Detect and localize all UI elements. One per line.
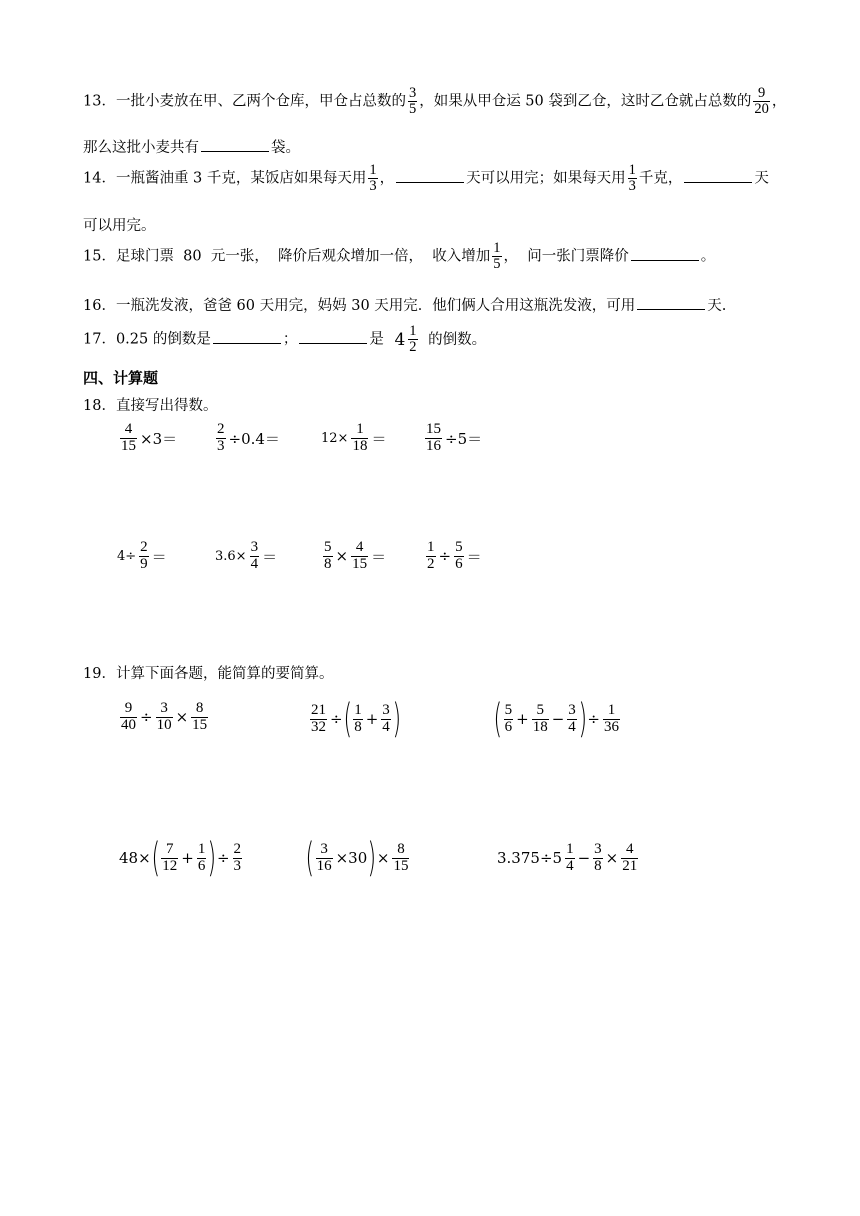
operator: ÷: [587, 710, 600, 728]
answer-blank[interactable]: [631, 259, 699, 261]
numerator: 3: [382, 701, 390, 718]
oral-problem-8: [424, 540, 483, 573]
fraction: [593, 842, 603, 875]
operator: 3.375÷5: [497, 849, 563, 868]
operator: +: [181, 849, 194, 867]
oral-problem-6: [214, 540, 278, 573]
numerator: 3: [408, 85, 417, 101]
numerator: 2: [233, 840, 242, 857]
question-text: ， 问一张门票降价: [503, 248, 629, 265]
operator: ÷5＝: [445, 429, 483, 448]
denominator: 15: [192, 716, 208, 733]
numerator: 3: [316, 842, 333, 859]
denominator: 9: [140, 555, 148, 572]
left-parenthesis: (: [151, 835, 160, 881]
denominator: 4: [568, 718, 576, 735]
numerator: 1: [354, 701, 362, 718]
fraction: [492, 241, 501, 272]
operator: ÷: [330, 710, 343, 728]
calc-problem-2: [308, 696, 401, 742]
denominator: 36: [603, 718, 619, 735]
oral-problem-3: [320, 422, 387, 455]
question-text: 袋。: [271, 140, 300, 156]
denominator: 6: [197, 857, 206, 874]
question-text: 千克，: [638, 170, 683, 187]
denominator: 4: [566, 857, 574, 874]
fraction: [197, 842, 207, 875]
operator: +: [516, 710, 529, 728]
fraction: [565, 842, 575, 875]
fraction: [426, 540, 436, 573]
fraction: [408, 324, 417, 355]
numerator: 1: [409, 323, 417, 339]
fraction: [621, 842, 638, 875]
question-14-line-1: [83, 163, 769, 194]
numerator: 9: [753, 86, 770, 102]
numerator: 4: [351, 540, 368, 557]
numerator: 3: [250, 539, 259, 555]
answer-blank[interactable]: [299, 342, 367, 344]
numerator: 3: [594, 841, 602, 857]
question-text: ，: [771, 93, 787, 110]
section-heading: 四、计算题: [83, 369, 159, 387]
numerator: 1: [197, 840, 206, 857]
fraction: [454, 540, 464, 573]
denominator: 16: [316, 857, 332, 874]
denominator: 16: [426, 437, 441, 454]
numerator: 8: [392, 842, 409, 859]
denominator: 8: [354, 718, 362, 735]
right-parenthesis: ): [367, 835, 377, 881]
numerator: 1: [493, 240, 501, 256]
question-text: 天: [754, 170, 769, 187]
question-text: 0.25 的倒数是: [115, 331, 211, 348]
numerator: 2: [140, 539, 148, 555]
question-text: 一瓶酱油重 3 千克，某饭店如果每天用: [115, 170, 367, 187]
right-parenthesis: ): [578, 696, 587, 742]
answer-blank[interactable]: [201, 150, 269, 152]
denominator: 18: [352, 437, 368, 454]
numerator: 4: [120, 422, 137, 439]
operator: 3.6×: [215, 548, 247, 564]
denominator: 8: [324, 555, 332, 572]
question-number: 14．: [83, 170, 116, 187]
fraction: [408, 86, 417, 117]
question-17: [83, 324, 486, 355]
numerator: 2: [217, 421, 225, 437]
denominator: 6: [455, 555, 463, 572]
answer-blank[interactable]: [684, 181, 752, 183]
numerator: 9: [120, 701, 137, 718]
fraction: [191, 701, 208, 734]
operator: ÷: [216, 849, 230, 867]
calc-problem-6: [496, 842, 640, 875]
numerator: 4: [621, 842, 638, 859]
denominator: 4: [250, 555, 259, 572]
numerator: 5: [324, 539, 332, 555]
question-number: 15．: [83, 248, 116, 265]
denominator: 40: [121, 716, 136, 733]
oral-problem-1: [118, 422, 178, 455]
numerator: 1: [566, 841, 574, 857]
question-text: 那么这批小麦共有: [83, 140, 199, 156]
question-number: 17．: [83, 331, 116, 348]
denominator: 12: [162, 857, 178, 874]
denominator: 21: [622, 857, 638, 874]
denominator: 15: [393, 857, 409, 874]
denominator: 20: [754, 101, 769, 118]
answer-blank[interactable]: [637, 308, 705, 310]
question-13-line-1: [83, 86, 786, 117]
denominator: 5: [493, 256, 501, 273]
fraction: [425, 422, 442, 455]
question-text: 可以用完。: [83, 218, 156, 234]
oral-problem-4: [423, 422, 483, 455]
denominator: 3: [628, 178, 636, 195]
question-text: 足球门票 80 元一张， 降价后观众增加一倍， 收入增加: [115, 248, 491, 265]
right-parenthesis: ): [392, 696, 401, 742]
question-text: 直接写出得数。: [115, 398, 218, 414]
denominator: 3: [233, 857, 242, 874]
numerator: 3: [156, 701, 173, 718]
question-text: 的倒数。: [428, 331, 487, 348]
operator: ÷0.4＝: [228, 429, 280, 448]
question-18: [83, 394, 217, 415]
left-parenthesis: (: [493, 696, 503, 742]
question-text: ，如果从甲仓运 50 袋到乙仓，这时乙仓就占总数的: [419, 93, 752, 110]
fraction: [628, 163, 637, 194]
fraction: [310, 703, 327, 736]
fraction: [316, 842, 333, 875]
numerator: 5: [532, 703, 549, 720]
numerator: 5: [504, 701, 513, 718]
question-number: 13．: [83, 93, 116, 110]
operator: ×: [175, 708, 189, 727]
calc-problem-4: [118, 835, 244, 881]
question-text: ；: [282, 331, 298, 348]
question-13-line-2: [83, 136, 300, 157]
question-16: [83, 294, 726, 315]
answer-blank[interactable]: [396, 181, 464, 183]
fraction: [381, 703, 391, 736]
fraction: [753, 86, 770, 117]
question-text: 天可以用完；如果每天用: [466, 170, 626, 187]
operator: ＝: [466, 547, 482, 566]
fraction: [567, 703, 577, 736]
denominator: 18: [532, 718, 548, 735]
fraction: [216, 422, 226, 455]
left-parenthesis: (: [305, 835, 315, 881]
right-parenthesis: ): [207, 835, 217, 881]
fraction: [353, 703, 363, 736]
question-text: 。: [700, 248, 716, 265]
operator: 12×: [321, 430, 349, 446]
answer-blank[interactable]: [213, 342, 281, 344]
numerator: 1: [351, 422, 368, 439]
fraction: [392, 842, 409, 875]
numerator: 3: [568, 701, 576, 718]
question-text: ，: [379, 170, 395, 187]
fraction: [603, 703, 620, 736]
operator: −: [551, 710, 565, 728]
operator: ÷: [438, 547, 452, 566]
fraction: [233, 842, 243, 875]
left-parenthesis: (: [343, 696, 352, 742]
numerator: 1: [427, 539, 435, 555]
operator: −: [577, 849, 591, 868]
fraction: [368, 163, 377, 194]
oral-problem-7: [321, 540, 387, 573]
operator: ＝: [371, 429, 387, 448]
denominator: 32: [311, 718, 326, 735]
calc-problem-3: [493, 696, 622, 742]
denominator: 8: [594, 857, 602, 874]
question-text: 一批小麦放在甲、乙两个仓库，甲仓占总数的: [115, 93, 406, 110]
denominator: 5: [408, 101, 417, 118]
numerator: 1: [369, 162, 377, 178]
mixed-number-whole: 4: [394, 329, 406, 350]
numerator: 21: [311, 701, 326, 718]
numerator: 8: [191, 701, 208, 718]
fraction: [139, 540, 149, 573]
denominator: 10: [156, 716, 172, 733]
calc-problem-1: [118, 701, 210, 734]
fraction: [120, 701, 137, 734]
numerator: 15: [426, 421, 441, 437]
question-text: 是: [369, 331, 384, 348]
operator: 48×: [119, 849, 151, 867]
numerator: 1: [628, 162, 636, 178]
fraction: [532, 703, 549, 736]
operator: ×3＝: [140, 429, 178, 448]
question-text: 计算下面各题，能简算的要简算。: [115, 666, 334, 682]
denominator: 3: [369, 178, 377, 195]
denominator: 2: [409, 339, 417, 356]
denominator: 15: [121, 437, 136, 454]
question-14-line-2: [83, 214, 156, 235]
operator: ＝: [151, 547, 167, 566]
denominator: 2: [427, 555, 435, 572]
operator: ＝: [371, 547, 387, 566]
denominator: 15: [352, 555, 368, 572]
fraction: [351, 422, 368, 455]
fraction: [323, 540, 333, 573]
fraction: [156, 701, 173, 734]
operator: 4÷: [117, 548, 137, 564]
numerator: 5: [455, 539, 463, 555]
question-number: 18．: [83, 398, 116, 414]
question-15: [83, 241, 715, 272]
numerator: 7: [161, 842, 178, 859]
question-text: 一瓶洗发液，爸爸 60 天用完，妈妈 30 天用完．他们俩人合用这瓶洗发液，可用: [115, 298, 636, 314]
fraction: [120, 422, 137, 455]
denominator: 6: [504, 718, 513, 735]
operator: ×: [605, 849, 619, 868]
question-text: 天.: [707, 298, 727, 314]
denominator: 4: [382, 718, 390, 735]
operator: ×: [376, 849, 390, 867]
calc-problem-5: [305, 835, 411, 881]
oral-problem-2: [214, 422, 281, 455]
question-number: 19．: [83, 666, 116, 682]
operator: ＝: [262, 547, 278, 566]
operator: ×: [335, 547, 349, 566]
operator: ÷: [140, 708, 153, 727]
question-number: 16．: [83, 298, 116, 314]
fraction: [161, 842, 178, 875]
operator: ×30: [335, 849, 368, 867]
fraction: [351, 540, 368, 573]
denominator: 3: [217, 437, 225, 454]
fraction: [250, 540, 260, 573]
question-19: [83, 662, 333, 683]
oral-problem-5: [116, 540, 168, 573]
numerator: 1: [603, 703, 620, 720]
fraction: [504, 703, 514, 736]
operator: +: [365, 710, 379, 728]
